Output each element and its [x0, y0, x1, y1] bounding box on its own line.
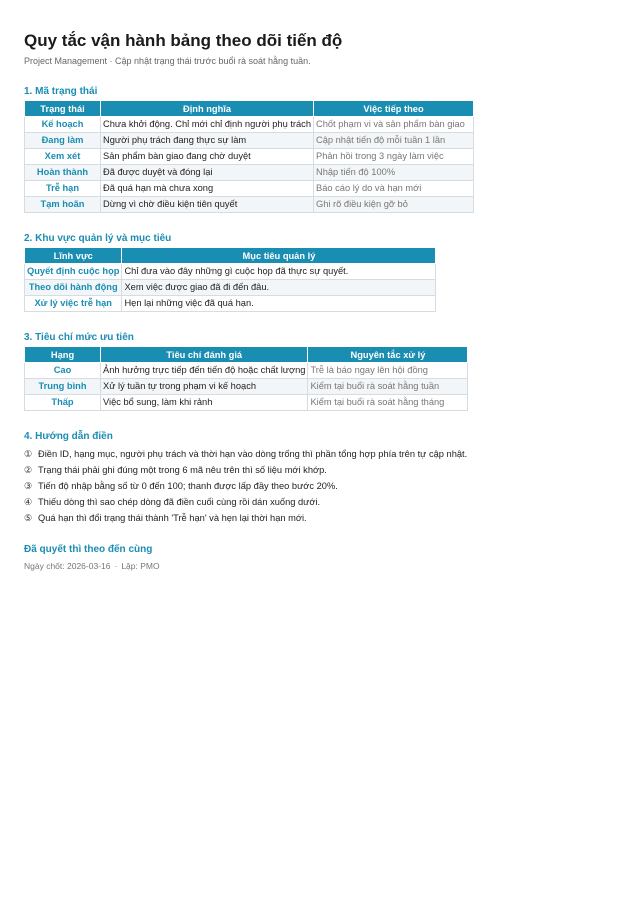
list-item	[24, 494, 414, 510]
next-step-cell: Ghi rõ điều kiện gỡ bỏ	[314, 197, 474, 213]
status-code-cell: Trễ hạn	[25, 181, 101, 197]
table-row	[25, 264, 436, 280]
next-step-cell: Cập nhật tiến độ mỗi tuần 1 lần	[314, 133, 474, 149]
goal-cell: Xem việc được giao đã đi đến đâu.	[122, 280, 436, 296]
footer-separator: ·	[114, 561, 118, 571]
priority-rank-cell: Thấp	[25, 395, 101, 411]
goal-cell: Hẹn lại những việc đã quá hạn.	[122, 296, 436, 312]
step-text: Tiến độ nhập bằng số từ 0 đến 100; thanh được lấp đầy theo bước 20%.	[38, 481, 338, 491]
table-row	[25, 379, 468, 395]
goal-cell: Chỉ đưa vào đây những gì cuộc họp đã thực sự quyết.	[122, 264, 436, 280]
management-area-table	[24, 247, 436, 312]
next-step-cell: Chốt phạm vi và sản phẩm bàn giao	[314, 117, 474, 133]
document-footer	[24, 561, 636, 571]
priority-rank-cell: Trung bình	[25, 379, 101, 395]
column-header: Trạng thái	[25, 101, 101, 117]
section-title-priority-criteria: 3. Tiêu chí mức ưu tiên	[24, 332, 134, 343]
handling-rule-cell: Kiểm tại buổi rà soát hằng tuần	[308, 379, 468, 395]
column-header: Hạng	[25, 347, 101, 363]
definition-cell: Chưa khởi động. Chỉ mới chỉ định người phụ trách	[101, 117, 314, 133]
area-cell: Theo dõi hành động	[25, 280, 122, 296]
step-number: ④	[24, 497, 33, 507]
next-step-cell: Nhập tiến độ 100%	[314, 165, 474, 181]
step-text: Trạng thái phải ghi đúng một trong 6 mã nêu trên thì số liệu mới khớp.	[38, 465, 327, 475]
author-label: Lập: PMO	[121, 561, 160, 571]
handling-rule-cell: Kiểm tại buổi rà soát hằng tháng	[308, 395, 468, 411]
list-item	[24, 510, 414, 526]
status-code-table	[24, 100, 474, 213]
handling-rule-cell: Trễ là báo ngay lên hội đồng	[308, 363, 468, 379]
area-cell: Xử lý việc trễ hạn	[25, 296, 122, 312]
column-header: Tiêu chí đánh giá	[101, 347, 308, 363]
criteria-cell: Ảnh hưởng trực tiếp đến tiến độ hoặc chất lượng	[101, 363, 308, 379]
step-text: Quá hạn thì đổi trạng thái thành 'Trễ hạn' và hẹn lại thời hạn mới.	[38, 513, 307, 523]
table-row	[25, 280, 436, 296]
table-header-row	[25, 101, 474, 117]
table-row	[25, 296, 436, 312]
definition-cell: Người phụ trách đang thực sự làm	[101, 133, 314, 149]
column-header: Lĩnh vực	[25, 248, 122, 264]
table-row	[25, 395, 468, 411]
status-code-cell: Kế hoạch	[25, 117, 101, 133]
definition-cell: Đã được duyệt và đóng lại	[101, 165, 314, 181]
column-header: Định nghĩa	[101, 101, 314, 117]
criteria-cell: Xử lý tuần tự trong phạm vi kế hoạch	[101, 379, 308, 395]
table-row	[25, 197, 474, 213]
area-cell: Quyết định cuộc họp	[25, 264, 122, 280]
step-text: Thiếu dòng thì sao chép dòng đã điền cuối cùng rồi dán xuống dưới.	[38, 497, 321, 507]
table-row	[25, 165, 474, 181]
next-step-cell: Phản hồi trong 3 ngày làm việc	[314, 149, 474, 165]
step-number: ⑤	[24, 513, 33, 523]
priority-table	[24, 346, 468, 411]
list-item	[24, 478, 414, 494]
column-header: Việc tiếp theo	[314, 101, 474, 117]
definition-cell: Đã quá hạn mà chưa xong	[101, 181, 314, 197]
table-row	[25, 133, 474, 149]
list-item	[24, 462, 414, 478]
step-number: ②	[24, 465, 33, 475]
fill-guide-list	[24, 446, 636, 526]
step-text: Điền ID, hạng mục, người phụ trách và thời hạn vào dòng trống thì phần tổng hợp phía trên tự cập nhật.	[38, 449, 468, 459]
table-header-row	[25, 347, 468, 363]
criteria-cell: Việc bổ sung, làm khi rảnh	[101, 395, 308, 411]
table-row	[25, 363, 468, 379]
page-title: Quy tắc vận hành bảng theo dõi tiến độ	[24, 31, 343, 50]
section-title-fill-guide: 4. Hướng dẫn điền	[24, 431, 113, 442]
table-row	[25, 181, 474, 197]
closing-date: Ngày chốt: 2026-03-16	[24, 561, 111, 571]
definition-cell: Sản phẩm bàn giao đang chờ duyệt	[101, 149, 314, 165]
table-row	[25, 117, 474, 133]
status-code-cell: Tạm hoãn	[25, 197, 101, 213]
step-number: ①	[24, 449, 33, 459]
section-title-status-codes: 1. Mã trạng thái	[24, 86, 98, 97]
status-code-cell: Hoàn thành	[25, 165, 101, 181]
section-title-management-areas: 2. Khu vực quản lý và mục tiêu	[24, 233, 172, 244]
next-step-cell: Báo cáo lý do và hạn mới	[314, 181, 474, 197]
closing-motto: Đã quyết thì theo đến cùng	[24, 544, 153, 555]
definition-cell: Dừng vì chờ điều kiện tiên quyết	[101, 197, 314, 213]
table-header-row	[25, 248, 436, 264]
status-code-cell: Đang làm	[25, 133, 101, 149]
list-item	[24, 446, 468, 462]
status-code-cell: Xem xét	[25, 149, 101, 165]
column-header: Nguyên tắc xử lý	[308, 347, 468, 363]
column-header: Mục tiêu quản lý	[122, 248, 436, 264]
table-row	[25, 149, 474, 165]
step-number: ③	[24, 481, 33, 491]
priority-rank-cell: Cao	[25, 363, 101, 379]
page-subtitle: Project Management · Cập nhật trạng thái trước buổi rà soát hằng tuần.	[24, 56, 311, 66]
